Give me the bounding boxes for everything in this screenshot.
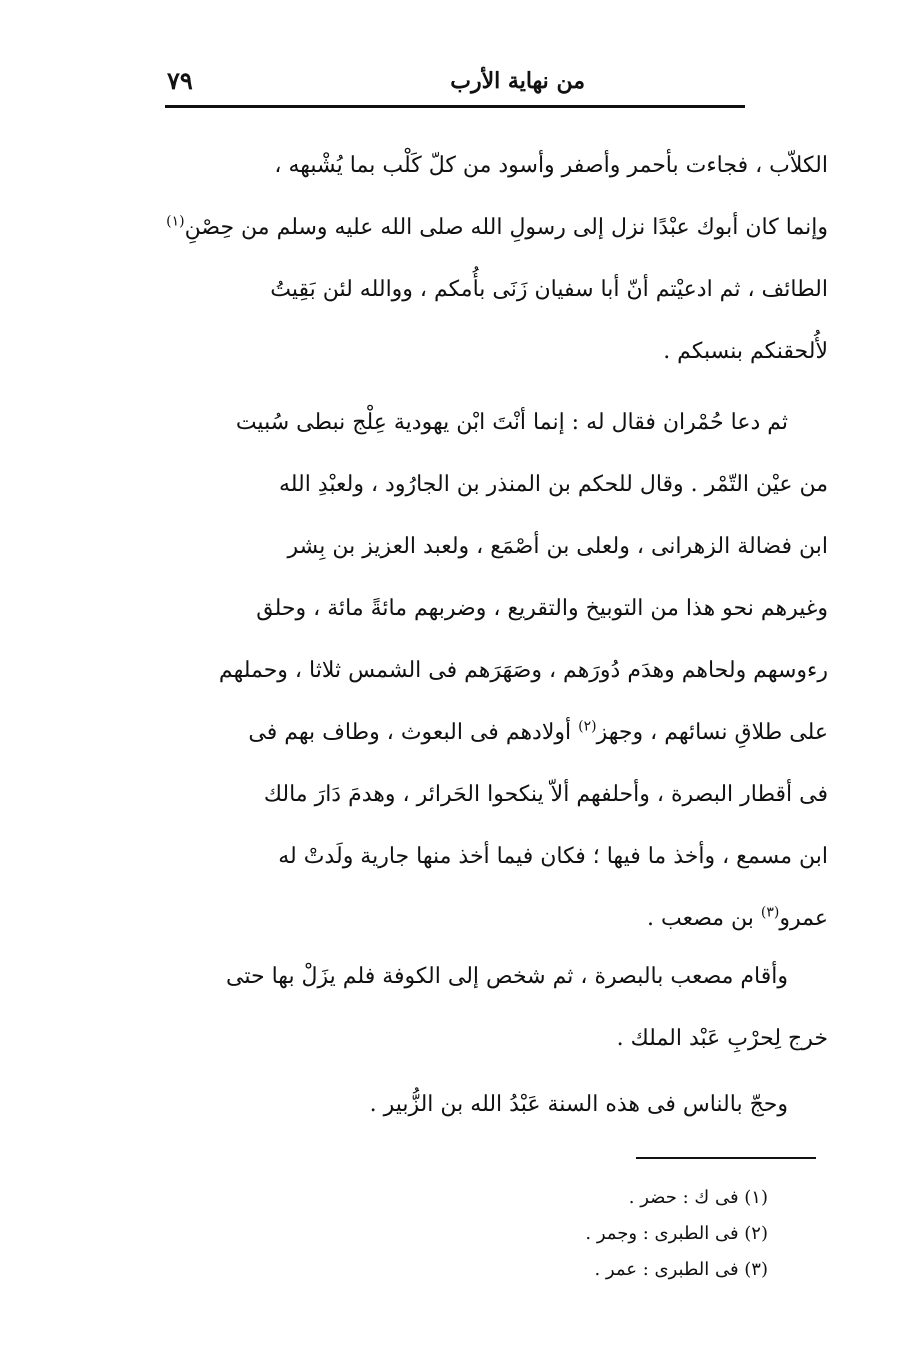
paragraph-1 xyxy=(128,135,828,383)
text-line: ابن مسمع ، وأخذ ما فيها ؛ فكان فيما أخذ منها جارية ولَدتْ له xyxy=(278,844,828,869)
paragraph-3 xyxy=(128,946,828,1070)
text-line: وغيرهم نحو هذا من التوبيخ والتقريع ، وضربهم مائةً مائة ، وحلق xyxy=(256,596,828,621)
text-line: ثم دعا حُمْران فقال له : إنما أنْتَ ابْن يهودية عِلْج نبطى سُبيت xyxy=(235,410,788,435)
footnotes xyxy=(468,1180,768,1288)
text-line: من عيْن التّمْر . وقال للحكم بن المنذر بن الجارُود ، ولعبْدِ الله xyxy=(278,472,828,497)
footnote-3: (٣) فى الطبرى : عمر . xyxy=(594,1259,768,1280)
text-line: ابن فضالة الزهرانى ، ولعلى بن أصْمَع ، ولعبد العزيز بن بِشر xyxy=(287,534,828,559)
text-line: على طلاقِ نسائهم ، وجهز$^{(٢)}$ أولادهم فى البعوث ، وطاف بهم فى xyxy=(248,718,828,745)
running-header xyxy=(165,66,745,106)
header-title: من نهاية الأرب xyxy=(450,68,585,94)
footnote-marker-1: (١) xyxy=(166,213,185,230)
text-line: وإنما كان أبوك عبْدًا نزل إلى رسولِ الله صلى الله عليه وسلم من حِصْنِ$^{(١)}$ xyxy=(166,213,828,240)
text-line: عمرو$^{(٣)}$ بن مصعب . xyxy=(647,904,828,931)
paragraph-2 xyxy=(128,392,828,950)
text-line: الطائف ، ثم ادعيْتم أنّ أبا سفيان زَنَى بأُمكم ، ووالله لئن بَقِيتُ xyxy=(270,277,828,302)
footnote-marker-3: (٣) xyxy=(760,904,780,921)
text-line: فى أقطار البصرة ، وأحلفهم ألاّ ينكحوا الحَرائر ، وهدمَ دَارَ مالك xyxy=(263,782,828,807)
text-line: وأقام مصعب بالبصرة ، ثم شخص إلى الكوفة فلم يزَلْ بها حتى xyxy=(226,964,788,989)
paragraph-4 xyxy=(128,1074,828,1136)
footnote-rule xyxy=(636,1157,816,1159)
page-number: ٧٩ xyxy=(167,66,193,95)
footnote-1: (١) فى ك : حضر . xyxy=(628,1187,768,1208)
text-line: خرج لِحرْبِ عَبْد الملك . xyxy=(616,1026,828,1051)
header-rule xyxy=(165,105,745,108)
footnote-marker-2: (٢) xyxy=(578,718,597,735)
text-line: الكلاّب ، فجاءت بأحمر وأصفر وأسود من كلّ كَلْب بما يُشْبهه ، xyxy=(274,153,828,178)
text-line: لأُلحقنكم بنسبكم . xyxy=(663,339,828,364)
text-line: رءوسهم ولحاهم وهدَم دُورَهم ، وصَهَرَهم فى الشمس ثلاثا ، وحملهم xyxy=(218,658,828,683)
text-line: وحجّ بالناس فى هذه السنة عَبْدُ الله بن الزُّبير . xyxy=(369,1092,788,1117)
footnote-2: (٢) فى الطبرى : وجمر . xyxy=(585,1223,768,1244)
